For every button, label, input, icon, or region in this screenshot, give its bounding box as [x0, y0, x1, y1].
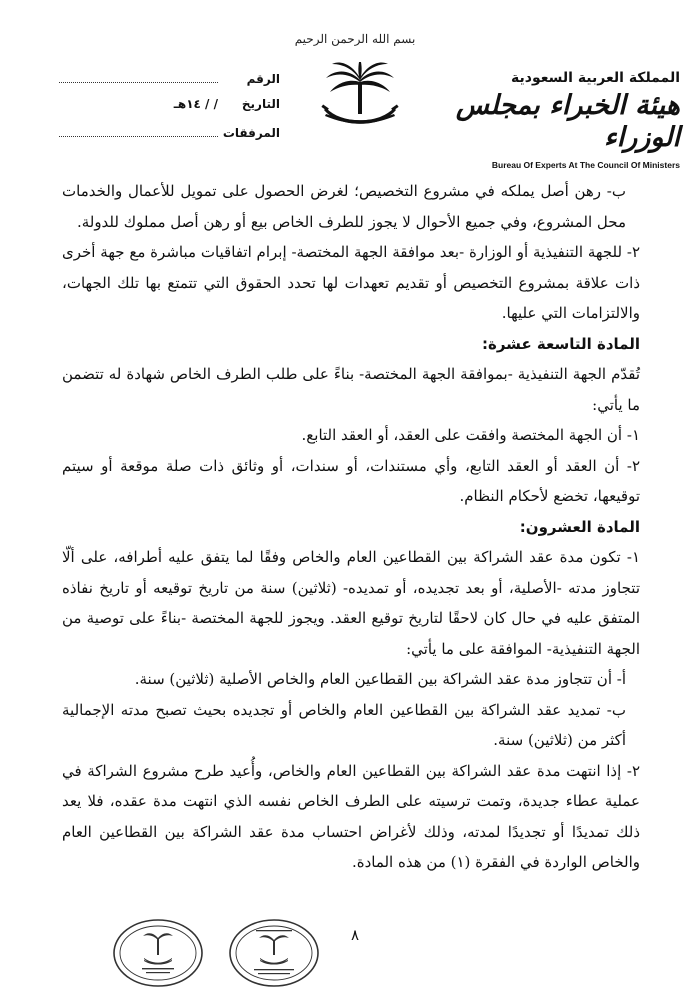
article-19-item-1: ١- أن الجهة المختصة وافقت على العقد، أو العقد التابع.: [301, 426, 640, 444]
number-field-line: [59, 70, 218, 83]
organization-name-en: Bureau Of Experts At The Council Of Ministers: [491, 160, 680, 170]
attachments-label: المرفقات: [222, 126, 280, 140]
page-number: ٨: [350, 926, 360, 944]
basmala: بسم الله الرحمن الرحيم: [294, 32, 416, 46]
document-body: [62, 176, 640, 878]
article-19-item-2: ٢- أن العقد أو العقد التابع، وأي مستندات، أو سندات، أو وثائق ذات صلة موقعة أو سيتم توقيعها، تخضع لأحكام النظام.: [62, 456, 640, 505]
official-seal-icon: [112, 918, 204, 988]
organization-block: [450, 70, 680, 170]
date-label: التاريخ: [241, 97, 280, 111]
clause-2-paragraph: ٢- للجهة التنفيذية أو الوزارة -بعد موافقة الجهة المختصة- إبرام اتفاقيات مباشرة مع جهة أخرى ذات علاقة بمشروع التخصيص أو تقديم تعهدات لها تحدد الحقوق التي تتمتع بها تلك الجهات، والالتزامات التي عليها.: [62, 243, 640, 322]
article-20-heading: المادة العشرون:: [519, 517, 640, 536]
date-value: / / ١٤هـ: [173, 97, 218, 111]
article-20-item-1-a: أ- أن تتجاوز مدة عقد الشراكة بين القطاعين العام والخاص الأصلية (ثلاثين) سنة.: [134, 670, 626, 688]
attachments-field-line: [59, 124, 218, 137]
official-seal-icon: [228, 918, 320, 988]
kingdom-name: المملكة العربية السعودية: [511, 70, 680, 86]
saudi-emblem-icon: [318, 58, 402, 136]
date-row: [55, 97, 280, 124]
article-19-intro: تُقدّم الجهة التنفيذية -بموافقة الجهة المختصة- بناءً على طلب الطرف الخاص شهادة له تتضمن ما يأتي:: [62, 365, 640, 414]
article-19-heading: المادة التاسعة عشرة:: [482, 334, 640, 353]
number-label: الرقم: [246, 72, 280, 86]
article-20-item-2: ٢- إذا انتهت مدة عقد الشراكة بين القطاعين العام والخاص، وأُعيد طرح مشروع الشراكة في عملية عطاء جديدة، وتمت ترسيته على الطرف الخاص نفسه الذي انتهت مدة عقده، فلا يعد ذلك تمديدًا أو تجديدًا لمدته، وذلك لأغراض احتساب مدة عقد الشراكة بين القطاعين العام والخاص الواردة في الفقرة (١) من هذه المادة.: [62, 761, 640, 871]
organization-name: هيئة الخبراء بمجلس الوزراء: [455, 90, 680, 153]
clause-b-paragraph: ب- رهن أصل يملكه في مشروع التخصيص؛ لغرض الحصول على تمويل للأعمال والخدمات محل المشروع، وفي جميع الأحوال لا يجوز للطرف الخاص بيع أو رهن أصل مملوك للدولة.: [62, 182, 626, 231]
document-meta: [55, 70, 280, 151]
attachments-row: [55, 124, 280, 151]
article-20-item-1: ١- تكون مدة عقد الشراكة بين القطاعين العام والخاص وفقًا لما يتفق عليه أطرافه، على ألّا تتجاوز مدته -الأصلية، أو بعد تجديده، أو تمديده- (ثلاثين) سنة من تاريخ توقيعه أو تاريخ نفاذه المتفق عليه في حال كان لاحقًا لتاريخ توقيع العقد. ويجوز للجهة المختصة -بناءً على توصية من الجهة التنفيذية- الموافقة على ما يأتي:: [62, 548, 640, 658]
article-20-item-1-b: ب- تمديد عقد الشراكة بين القطاعين العام والخاص أو تجديده بحيث تصبح مدته الإجمالية أكثر من (ثلاثين) سنة.: [62, 700, 626, 749]
number-row: [55, 70, 280, 97]
